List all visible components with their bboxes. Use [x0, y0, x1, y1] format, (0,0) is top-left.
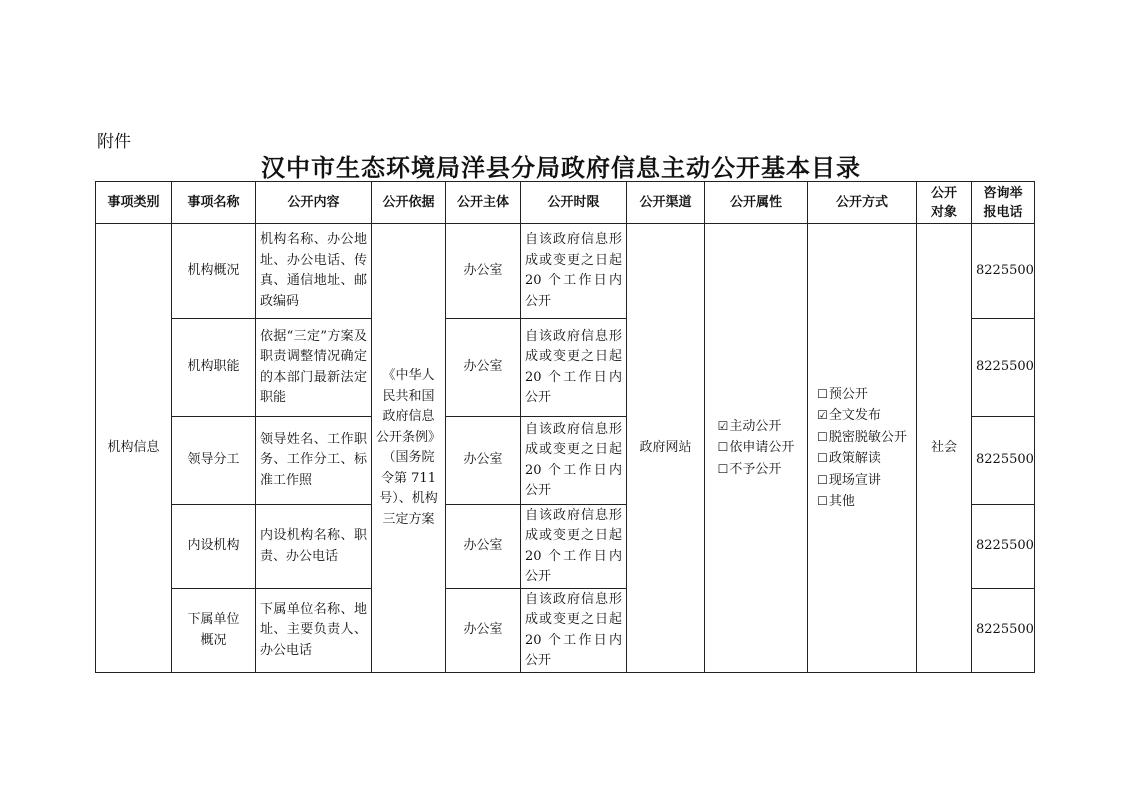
method-option: [817, 470, 907, 492]
header-target-line1: 公开: [930, 185, 957, 201]
time-limit-cell: 自该政府信息形成或变更之日起 20 个工作日内公开: [521, 589, 627, 673]
disclosure-catalog-table: [95, 181, 1035, 673]
attribute-option: [718, 416, 795, 438]
basis-line: 公开条例》: [376, 429, 442, 445]
option-label: 不予公开: [729, 461, 782, 477]
option-label: 其他: [828, 494, 855, 509]
option-label: 现场宣讲: [828, 472, 881, 488]
header-time-limit: 公开时限: [521, 182, 627, 224]
item-name: 机构职能: [187, 359, 240, 375]
unchecked-box-icon: ☐: [717, 461, 729, 476]
time-limit-cell: 自该政府信息形成或变更之日起 20 个工作日内公开: [521, 505, 627, 589]
subject-cell: 办公室: [446, 224, 521, 319]
option-label: 全文发布: [828, 408, 881, 423]
attribute-option: [718, 459, 795, 481]
header-target-line2: 对象: [930, 204, 957, 220]
basis-cell: [372, 224, 446, 673]
time-limit-cell: 自该政府信息形成或变更之日起 20 个工作日内公开: [521, 417, 627, 505]
subject-cell: 办公室: [446, 417, 521, 505]
basis-line: （国务院: [382, 450, 435, 465]
item-name-cell: [172, 224, 256, 319]
option-label: 依申请公开: [729, 440, 795, 456]
subject-cell: 办公室: [446, 505, 521, 589]
basis-line: 号）、机构: [379, 491, 438, 506]
basis-line: 三定方案: [382, 511, 435, 527]
header-name: 事项名称: [172, 182, 256, 224]
content-cell: 内设机构名称、职责、办公电话: [256, 505, 372, 589]
header-basis: 公开依据: [372, 182, 446, 224]
item-name: 领导分工: [187, 452, 240, 468]
subject-cell: 办公室: [446, 589, 521, 673]
unchecked-box-icon: ☐: [817, 451, 828, 465]
unchecked-box-icon: ☐: [817, 472, 828, 487]
table-header-row: [96, 182, 1035, 224]
phone-cell: 8225500: [972, 319, 1035, 417]
item-name-cell: [172, 505, 256, 589]
unchecked-box-icon: ☐: [817, 494, 828, 508]
option-label: 主动公开: [729, 418, 782, 434]
time-limit-cell: 自该政府信息形成或变更之日起 20 个工作日内公开: [521, 224, 627, 319]
content-cell: 领导姓名、工作职务、工作分工、标准工作照: [256, 417, 372, 505]
item-name-cell: [172, 589, 256, 673]
basis-line: 《中华人: [382, 368, 435, 383]
attribute-cell: [705, 224, 808, 673]
basis-line: 民共和国: [382, 388, 435, 404]
basis-line: 令第 711: [381, 470, 436, 486]
channel-cell: 政府网站: [627, 224, 705, 673]
header-hotline-line2: 报电话: [983, 204, 1023, 220]
phone-cell: 8225500: [972, 505, 1035, 589]
header-target: [917, 182, 972, 224]
time-limit-cell: 自该政府信息形成或变更之日起 20 个工作日内公开: [521, 319, 627, 417]
item-name-line2: 概况: [200, 632, 227, 648]
option-label: 脱密脱敏公开: [828, 429, 907, 445]
category-cell: 机构信息: [96, 224, 172, 673]
method-option: [817, 448, 907, 470]
page-title: 汉中市生态环境局洋县分局政府信息主动公开基本目录: [261, 153, 861, 182]
basis-line: 政府信息: [382, 409, 435, 424]
target-cell: 社会: [917, 224, 972, 673]
header-content: 公开内容: [256, 182, 372, 224]
header-attribute: 公开属性: [705, 182, 808, 224]
checked-box-icon: ☑: [717, 418, 729, 433]
item-name: 机构概况: [187, 262, 240, 278]
method-option: [817, 405, 907, 427]
subject-cell: 办公室: [446, 319, 521, 417]
method-option: [817, 427, 907, 449]
checked-box-icon: ☑: [817, 408, 828, 422]
unchecked-box-icon: ☐: [817, 386, 828, 401]
option-label: 预公开: [828, 386, 868, 402]
header-subject: 公开主体: [446, 182, 521, 224]
item-name: 下属单位: [187, 612, 240, 627]
method-option: [817, 384, 907, 406]
header-channel: 公开渠道: [627, 182, 705, 224]
content-cell: 依据“三定”方案及职责调整情况确定的本部门最新法定职能: [256, 319, 372, 417]
header-hotline-line1: 咨询举: [983, 185, 1023, 201]
unchecked-box-icon: ☐: [717, 440, 729, 455]
item-name-cell: [172, 417, 256, 505]
table-row: [96, 224, 1035, 319]
header-hotline: [972, 182, 1035, 224]
unchecked-box-icon: ☐: [817, 429, 828, 444]
item-name: 内设机构: [187, 538, 240, 554]
header-method: 公开方式: [808, 182, 917, 224]
phone-cell: 8225500: [972, 589, 1035, 673]
phone-cell: 8225500: [972, 224, 1035, 319]
item-name-cell: [172, 319, 256, 417]
header-category: 事项类别: [96, 182, 172, 224]
method-option: [817, 491, 907, 513]
attachment-label: 附件: [97, 132, 131, 152]
method-cell: [808, 224, 917, 673]
content-cell: 机构名称、办公地址、办公电话、传真、通信地址、邮政编码: [256, 224, 372, 319]
phone-cell: 8225500: [972, 417, 1035, 505]
attribute-option: [718, 437, 795, 459]
option-label: 政策解读: [828, 451, 881, 466]
content-cell: 下属单位名称、地址、主要负责人、办公电话: [256, 589, 372, 673]
